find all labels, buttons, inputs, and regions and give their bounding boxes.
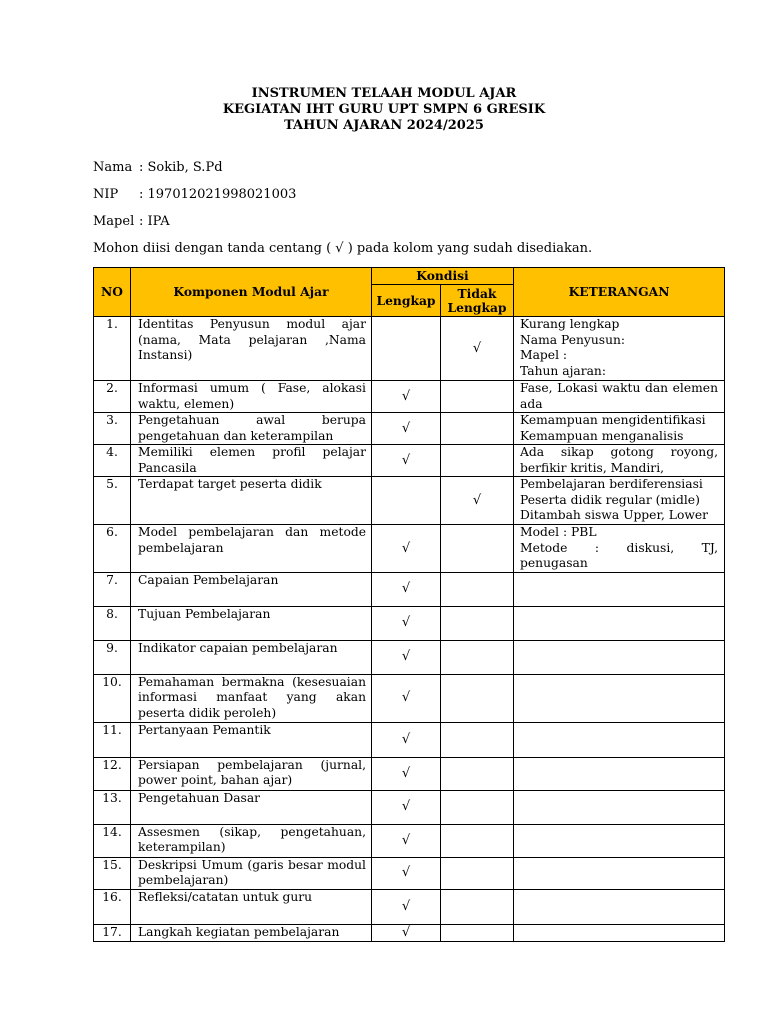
check-mark-icon: √ <box>401 731 411 747</box>
header-komponen: Komponen Modul Ajar <box>131 268 372 317</box>
tidak-lengkap-cell[interactable] <box>441 413 514 445</box>
table-body <box>94 317 725 942</box>
component-text: Pemahaman bermakna (kesesuaian informasi manfaat yang akan peserta didik peroleh) <box>131 674 372 722</box>
lengkap-cell[interactable] <box>372 924 441 941</box>
check-mark-icon: √ <box>472 492 482 508</box>
nama-label: Nama <box>93 160 133 175</box>
row-number: 17. <box>94 924 131 941</box>
row-number: 6. <box>94 525 131 573</box>
header-keterangan: KETERANGAN <box>514 268 725 317</box>
keterangan-cell <box>514 381 725 413</box>
tidak-lengkap-cell[interactable] <box>441 445 514 477</box>
component-text: Persiapan pembelajaran (jurnal, power point, bahan ajar) <box>131 757 372 790</box>
lengkap-cell[interactable] <box>372 572 441 606</box>
mapel-line <box>93 214 170 230</box>
keterangan-cell <box>514 790 725 824</box>
keterangan-cell <box>514 722 725 757</box>
row-number: 11. <box>94 722 131 757</box>
check-mark-icon: √ <box>401 420 411 436</box>
header-kondisi: Kondisi <box>372 268 514 285</box>
lengkap-cell[interactable] <box>372 790 441 824</box>
tidak-lengkap-cell[interactable] <box>441 525 514 573</box>
check-mark-icon: √ <box>401 898 411 914</box>
component-text: Assesmen (sikap, pengetahuan, keterampilan) <box>131 824 372 857</box>
nama-value: : Sokib, S.Pd <box>139 160 223 175</box>
row-number: 9. <box>94 640 131 674</box>
table-row <box>94 889 725 924</box>
table-row <box>94 477 725 525</box>
header-no: NO <box>94 268 131 317</box>
table-row <box>94 824 725 857</box>
keterangan-line: Ditambah siswa Upper, Lower <box>520 508 709 522</box>
tidak-lengkap-cell[interactable] <box>441 722 514 757</box>
table-row <box>94 674 725 722</box>
tidak-lengkap-cell[interactable] <box>441 857 514 889</box>
table-row <box>94 445 725 477</box>
keterangan-cell <box>514 674 725 722</box>
lengkap-cell[interactable] <box>372 525 441 573</box>
row-number: 1. <box>94 317 131 381</box>
tidak-lengkap-cell[interactable] <box>441 381 514 413</box>
tidak-lengkap-cell[interactable] <box>441 317 514 381</box>
keterangan-cell <box>514 824 725 857</box>
lengkap-cell[interactable] <box>372 757 441 790</box>
document-subtitle: KEGIATAN IHT GURU UPT SMPN 6 GRESIK <box>222 102 546 117</box>
table-row <box>94 640 725 674</box>
keterangan-cell <box>514 445 725 477</box>
table-row <box>94 317 725 381</box>
keterangan-line: Pembelajaran berdiferensiasi <box>520 477 703 491</box>
keterangan-cell <box>514 477 725 525</box>
keterangan-line: Nama Penyusun: <box>520 332 626 347</box>
component-text: Langkah kegiatan pembelajaran <box>131 924 372 941</box>
row-number: 5. <box>94 477 131 525</box>
row-number: 4. <box>94 445 131 477</box>
check-mark-icon: √ <box>401 799 411 815</box>
mapel-label: Mapel <box>93 214 135 229</box>
check-mark-icon: √ <box>472 340 482 356</box>
component-text: Identitas Penyusun modul ajar (nama, Mata pelajaran ,Nama Instansi) <box>131 317 372 381</box>
check-mark-icon: √ <box>401 924 411 940</box>
check-mark-icon: √ <box>401 865 411 881</box>
keterangan-line: Model : PBL <box>520 525 597 539</box>
nama-line <box>93 160 223 176</box>
keterangan-line: Ada sikap gotong royong, berfikir kritis, Mandiri, <box>520 445 718 475</box>
lengkap-cell[interactable] <box>372 889 441 924</box>
component-text: Pengetahuan Dasar <box>131 790 372 824</box>
component-text: Terdapat target peserta didik <box>131 477 372 525</box>
table-row <box>94 606 725 640</box>
tidak-lengkap-cell[interactable] <box>441 674 514 722</box>
lengkap-cell[interactable] <box>372 317 441 381</box>
keterangan-cell <box>514 525 725 573</box>
keterangan-line: Mapel : <box>520 348 568 362</box>
keterangan-cell <box>514 572 725 606</box>
tidak-lengkap-cell[interactable] <box>441 477 514 525</box>
table-row <box>94 757 725 790</box>
keterangan-cell <box>514 924 725 941</box>
row-number: 2. <box>94 381 131 413</box>
component-text: Model pembelajaran dan metode pembelajaran <box>131 525 372 573</box>
nip-label: NIP <box>93 187 119 202</box>
lengkap-cell[interactable] <box>372 640 441 674</box>
keterangan-cell <box>514 413 725 445</box>
table-row <box>94 924 725 941</box>
check-mark-icon: √ <box>401 540 411 556</box>
tidak-lengkap-cell[interactable] <box>441 824 514 857</box>
nip-line <box>93 187 296 203</box>
row-number: 16. <box>94 889 131 924</box>
row-number: 3. <box>94 413 131 445</box>
row-number: 14. <box>94 824 131 857</box>
check-mark-icon: √ <box>401 690 411 706</box>
lengkap-cell[interactable] <box>372 413 441 445</box>
assessment-table <box>93 267 725 942</box>
component-text: Refleksi/catatan untuk guru <box>131 889 372 924</box>
keterangan-line: Kemampuan mengidentifikasi <box>520 413 706 427</box>
tidak-lengkap-cell[interactable] <box>441 572 514 606</box>
row-number: 12. <box>94 757 131 790</box>
keterangan-cell <box>514 640 725 674</box>
nip-value: : 197012021998021003 <box>139 187 297 202</box>
tidak-lengkap-cell[interactable] <box>441 606 514 640</box>
tidak-lengkap-cell[interactable] <box>441 640 514 674</box>
component-text: Pertanyaan Pemantik <box>131 722 372 757</box>
component-text: Tujuan Pembelajaran <box>131 606 372 640</box>
table-row <box>94 572 725 606</box>
table-row <box>94 413 725 445</box>
lengkap-cell[interactable] <box>372 381 441 413</box>
check-mark-icon: √ <box>401 452 411 468</box>
keterangan-cell <box>514 606 725 640</box>
table-row <box>94 790 725 824</box>
keterangan-line: Peserta didik regular (midle) <box>520 492 700 507</box>
lengkap-cell[interactable] <box>372 674 441 722</box>
mapel-value: : IPA <box>139 214 170 229</box>
keterangan-cell <box>514 889 725 924</box>
keterangan-line: Tahun ajaran: <box>520 363 606 378</box>
lengkap-cell[interactable] <box>372 445 441 477</box>
table-row <box>94 525 725 573</box>
lengkap-cell[interactable] <box>372 606 441 640</box>
check-mark-icon: √ <box>401 388 411 404</box>
table-row <box>94 722 725 757</box>
tidak-lengkap-cell[interactable] <box>441 790 514 824</box>
row-number: 8. <box>94 606 131 640</box>
row-number: 7. <box>94 572 131 606</box>
check-mark-icon: √ <box>401 765 411 781</box>
keterangan-line: Kurang lengkap <box>520 317 620 331</box>
document-title: INSTRUMEN TELAAH MODUL AJAR <box>251 86 517 101</box>
tidak-lengkap-cell[interactable] <box>441 924 514 941</box>
header-lengkap: Lengkap <box>372 285 441 317</box>
tidak-lengkap-cell[interactable] <box>441 757 514 790</box>
instruction-text: Mohon diisi dengan tanda centang ( √ ) pada kolom yang sudah disediakan. <box>93 241 593 256</box>
tidak-lengkap-cell[interactable] <box>441 889 514 924</box>
keterangan-line: Metode : diskusi, TJ, penugasan <box>520 540 718 570</box>
lengkap-cell[interactable] <box>372 722 441 757</box>
keterangan-cell <box>514 857 725 889</box>
row-number: 13. <box>94 790 131 824</box>
keterangan-line: Fase, Lokasi waktu dan elemen ada <box>520 381 718 411</box>
lengkap-cell[interactable] <box>372 477 441 525</box>
row-number: 10. <box>94 674 131 722</box>
check-mark-icon: √ <box>401 832 411 848</box>
check-mark-icon: √ <box>401 649 411 665</box>
component-text: Informasi umum ( Fase, alokasi waktu, elemen) <box>131 381 372 413</box>
lengkap-cell[interactable] <box>372 857 441 889</box>
table-row <box>94 381 725 413</box>
lengkap-cell[interactable] <box>372 824 441 857</box>
row-number: 15. <box>94 857 131 889</box>
component-text: Indikator capaian pembelajaran <box>131 640 372 674</box>
component-text: Pengetahuan awal berupa pengetahuan dan keterampilan <box>131 413 372 445</box>
table-row <box>94 857 725 889</box>
academic-year: TAHUN AJARAN 2024/2025 <box>284 118 484 133</box>
component-text: Memiliki elemen profil pelajar Pancasila <box>131 445 372 477</box>
check-mark-icon: √ <box>401 615 411 631</box>
component-text: Capaian Pembelajaran <box>131 572 372 606</box>
keterangan-cell <box>514 757 725 790</box>
component-text: Deskripsi Umum (garis besar modul pembelajaran) <box>131 857 372 889</box>
check-mark-icon: √ <box>401 581 411 597</box>
header-tidak-lengkap: Tidak Lengkap <box>441 285 514 317</box>
keterangan-cell <box>514 317 725 381</box>
keterangan-line: Kemampuan menganalisis <box>520 428 684 443</box>
